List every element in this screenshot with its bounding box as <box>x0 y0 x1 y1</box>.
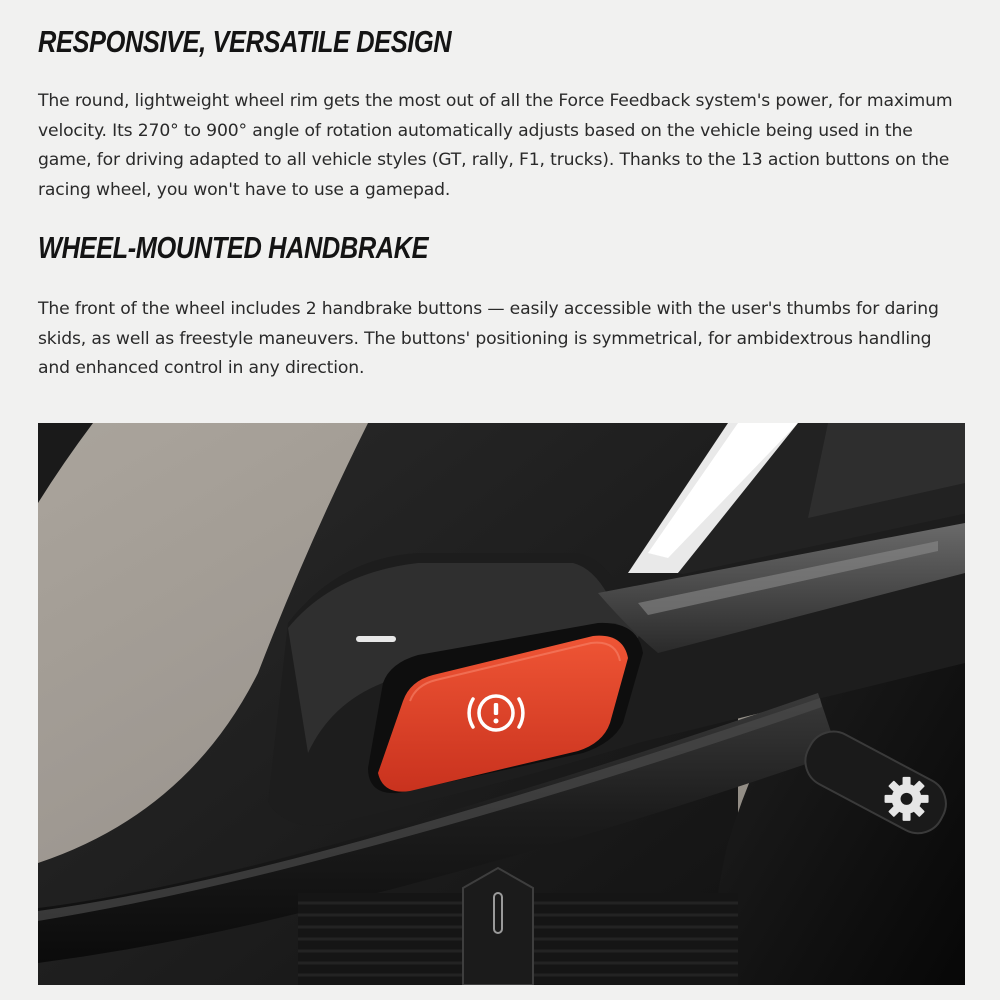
section-paragraph-design: The round, lightweight wheel rim gets the most out of all the Force Feedback system's power, for maximum velocity. Its 270° to 900° angle of rotation automatically adjusts based on the vehicle being used in the game, for driving adapted to all vehicle styles (GT, rally, F1, trucks). Thanks to the 13 action buttons on the racing wheel, you won't have to use a gamepad. <box>38 91 953 200</box>
product-photo-illustration <box>38 423 965 985</box>
center-small-button <box>463 868 533 985</box>
section-paragraph-handbrake: The front of the wheel includes 2 handbrake buttons — easily accessible with the user's thumbs for daring skids, as well as freestyle maneuvers. The buttons' positioning is symmetrical, for ambidextrous handling and enhanced control in any direction. <box>38 299 939 378</box>
position-marker <box>356 636 396 642</box>
gear-icon <box>885 777 929 821</box>
section-heading-handbrake: WHEEL-MOUNTED HANDBRAKE <box>38 230 429 265</box>
handbrake-product-photo <box>38 423 965 985</box>
section-heading-design: RESPONSIVE, VERSATILE DESIGN <box>38 24 452 59</box>
